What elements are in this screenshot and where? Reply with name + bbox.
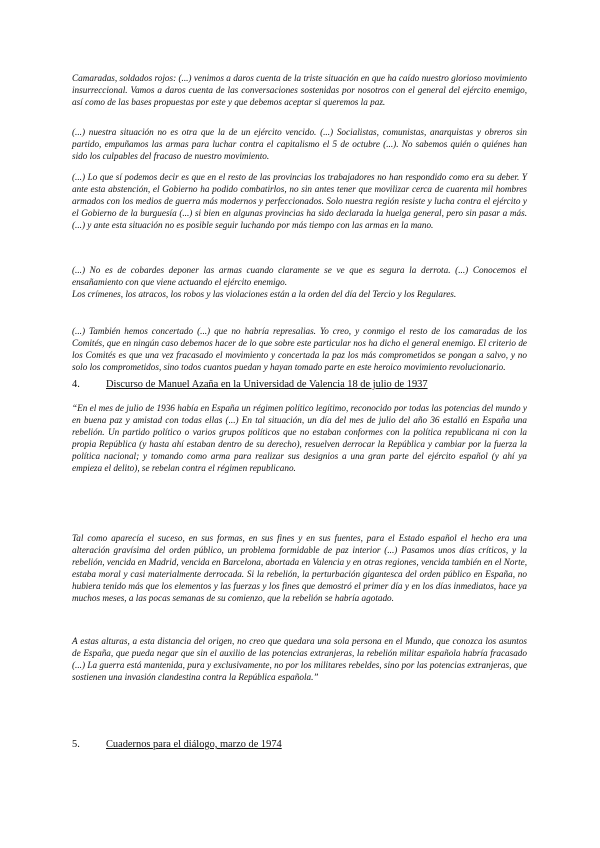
paragraph-suceso: Tal como aparecía el suceso, en sus formas, en sus fines y en sus fuentes, para el Estado español el hecho era una alteración gravísima del orden público, un problema formidable de paz interior (...) Pasamos unos días críticos, y la rebelión, vencida en Madrid, vencida en Barcelona, abortada en Valencia y en otras regiones, vencida también en el Norte, estaba moral y casi materialmente derrocada. Si la rebelión, la perturbación gigantesca del orden público en España, no hubiera tenido más que los elementos y las fuerzas y los fines que demostró el primer día y en los días inmediatos, hace ya muchos meses, a las pocas semanas de su comienzo, que la rebelión se habría agotado. xyxy=(72,533,527,603)
paragraph-julio-1936: “En el mes de julio de 1936 había en España un régimen político legítimo, reconocido por todas las potencias del mundo y en buena paz y amistad con todas ellas (...) En tal situación, un día del mes de julio del año 36 estalló en España una rebelión. Un partido político o varios grupos políticos que no estaban conformes con la política republicana ni con la propia República (y hasta ahí estaban dentro de su derecho), resuelven derrocar la República y cambiar por la fuerza la política nacional; y tomando como arma para realizar sus designios a una gran parte del ejército español (y ahí ya empieza el delito), se rebelan contra el régimen republicano. xyxy=(72,403,527,473)
paragraph-crimenes: Los crímenes, los atracos, los robos y las violaciones están a la orden del día del Tercio y los Regulares. xyxy=(72,289,457,299)
section-4-heading xyxy=(72,378,542,391)
section-4-title: Discurso de Manuel Azaña en la Universidad de Valencia 18 de julio de 1937 xyxy=(106,379,428,390)
paragraph-estas-alturas: A estas alturas, a esta distancia del origen, no creo que quedara una sola persona en el Mundo, que conozca los asuntos de España, que pueda negar que sin el auxilio de las potencias extranjeras, la rebelión militar española habría fracasado (...) La guerra está mantenida, pura y exclusivamente, no por los militares rebeldes, sino por las potencias extranjeras, que sostienen una invasión clandestina contra la República española.” xyxy=(72,636,527,682)
section-5-number: 5. xyxy=(72,739,80,750)
paragraph-situacion-vencido: (...) nuestra situación no es otra que la de un ejército vencido. (...) Socialistas, comunistas, anarquistas y obreros sin partido, empuñamos las armas para luchar contra el capitalismo el 5 de octubre (...). No sabemos quién o quiénes han sido los culpables del fracaso de nuestro movimiento. xyxy=(72,127,527,161)
paragraph-represalias: (...) También hemos concertado (...) que no habría represalias. Yo creo, y conmigo el resto de los camaradas de los Comités, que en ningún caso debemos hacer de lo que sobre este particular nos ha dicho el general enemigo. El criterio de los Comités es que una vez fracasado el movimiento y concertada la paz los más comprometidos se pongan a salvo, y no solo los comprometidos, sino todos cuantos puedan y hayan tomado parte en este heroico movimiento revolucionario. xyxy=(72,326,527,372)
paragraph-provincias: (...) Lo que sí podemos decir es que en el resto de las provincias los trabajadores no han respondido como era su deber. Y ante esta abstención, el Gobierno ha podido combatirlos, no sin antes tener que movilizar cerca de cuarenta mil hombres armados con los medios de guerra más modernos y perfeccionados. Solo nuestra región resiste y lucha contra el ejército y el Gobierno de la burguesía (...) si bien en algunas provincias ha sido declarada la huelga general, pero sin pasar a más. (...) y ante esta situación no es posible seguir luchando por más tiempo con las armas en la mano. xyxy=(72,172,527,230)
section-5-heading xyxy=(72,738,542,751)
paragraph-cobardes: (...) No es de cobardes deponer las armas cuando claramente se ve que es segura la derrota. (...) Conocemos el ensañamiento con que viene actuando el ejército enemigo. xyxy=(72,265,527,287)
section-5-title: Cuadernos para el diálogo, marzo de 1974 xyxy=(106,739,282,750)
paragraph-camaradas: Camaradas, soldados rojos: (...) venimos a daros cuenta de la triste situación en que ha caído nuestro glorioso movimiento insurreccional. Vamos a daros cuenta de las conversaciones sostenidas por nosotros con el general del ejército enemigo, así como de las bases propuestas por este y que debemos aceptar si queremos la paz. xyxy=(72,73,527,107)
section-4-number: 4. xyxy=(72,379,80,390)
